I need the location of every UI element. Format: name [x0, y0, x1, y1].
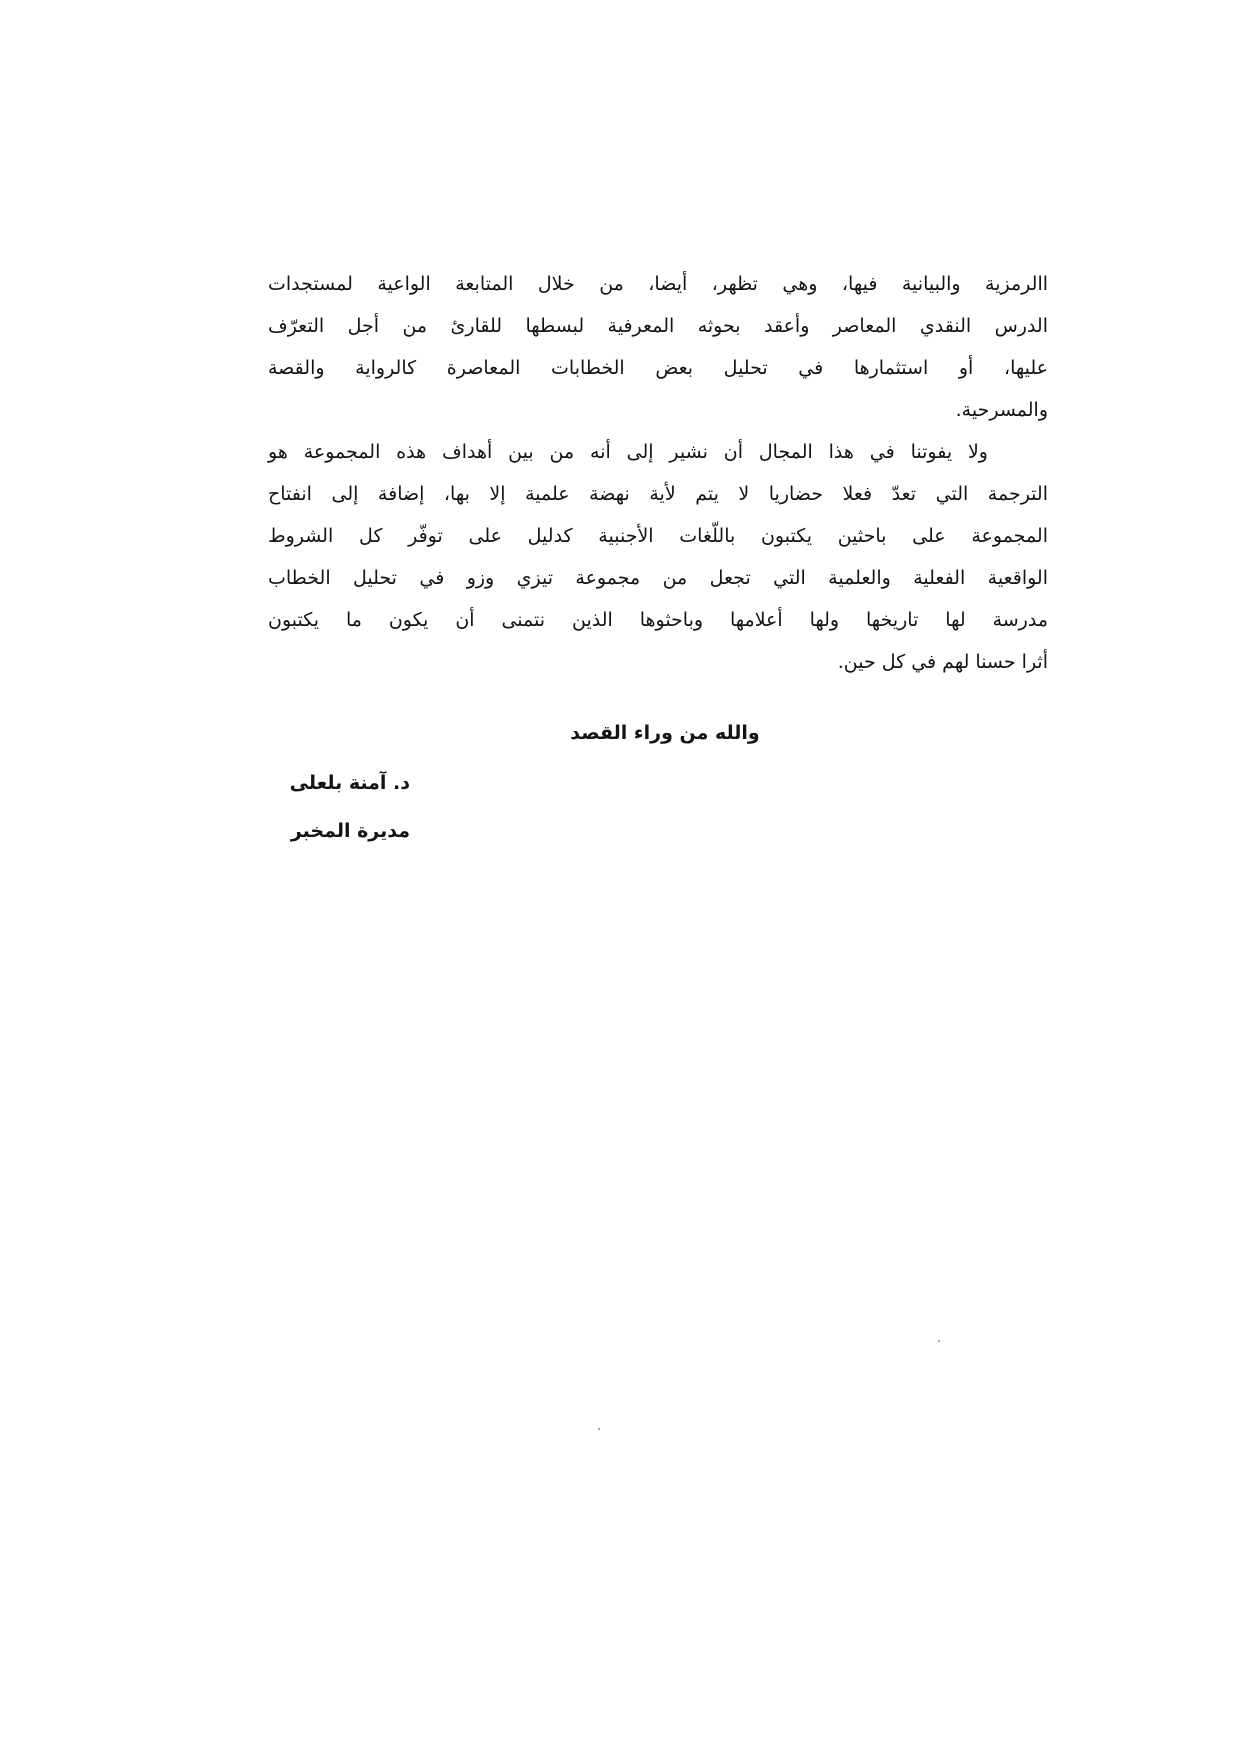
body-text [268, 263, 1048, 683]
paragraph-line: المجموعة على باحثين يكتبون باللّغات الأجنبية كدليل على توفّر كل الشروط [268, 525, 1048, 547]
paragraph-line: ولا يفوتنا في هذا المجال أن نشير إلى أنه من بين أهداف هذه المجموعة هو [268, 441, 988, 463]
paragraph-line: الواقعية الفعلية والعلمية التي تجعل من مجموعة تيزي وزو في تحليل الخطاب [268, 567, 1048, 589]
paragraph-line: الترجمة التي تعدّ فعلا حضاريا لا يتم لأية نهضة علمية إلا بها، إضافة إلى انفتاح [268, 483, 1048, 505]
scan-speck [598, 1428, 600, 1430]
paragraph-line: والمسرحية. [955, 399, 1048, 421]
signature-name: د. آمنة بلعلى [289, 772, 410, 794]
paragraph-line: أثرا حسنا لهم في كل حين. [837, 651, 1048, 673]
paragraph-line: عليها، أو استثمارها في تحليل بعض الخطابات المعاصرة كالرواية والقصة [268, 357, 1048, 379]
signature-title: مديرة المخبر [290, 820, 410, 842]
paragraph-line: االرمزية والبيانية فيها، وهي تظهر، أيضا، من خلال المتابعة الواعية لمستجدات [268, 273, 1048, 295]
paragraph-line: مدرسة لها تاريخها ولها أعلامها وباحثوها الذين نتمنى أن يكون ما يكتبون [268, 609, 1048, 631]
scan-speck [938, 1340, 940, 1342]
closing-phrase: والله من وراء القصد [570, 722, 760, 744]
paragraph-line: الدرس النقدي المعاصر وأعقد بحوثه المعرفية لبسطها للقارئ من أجل التعرّف [268, 315, 1048, 337]
